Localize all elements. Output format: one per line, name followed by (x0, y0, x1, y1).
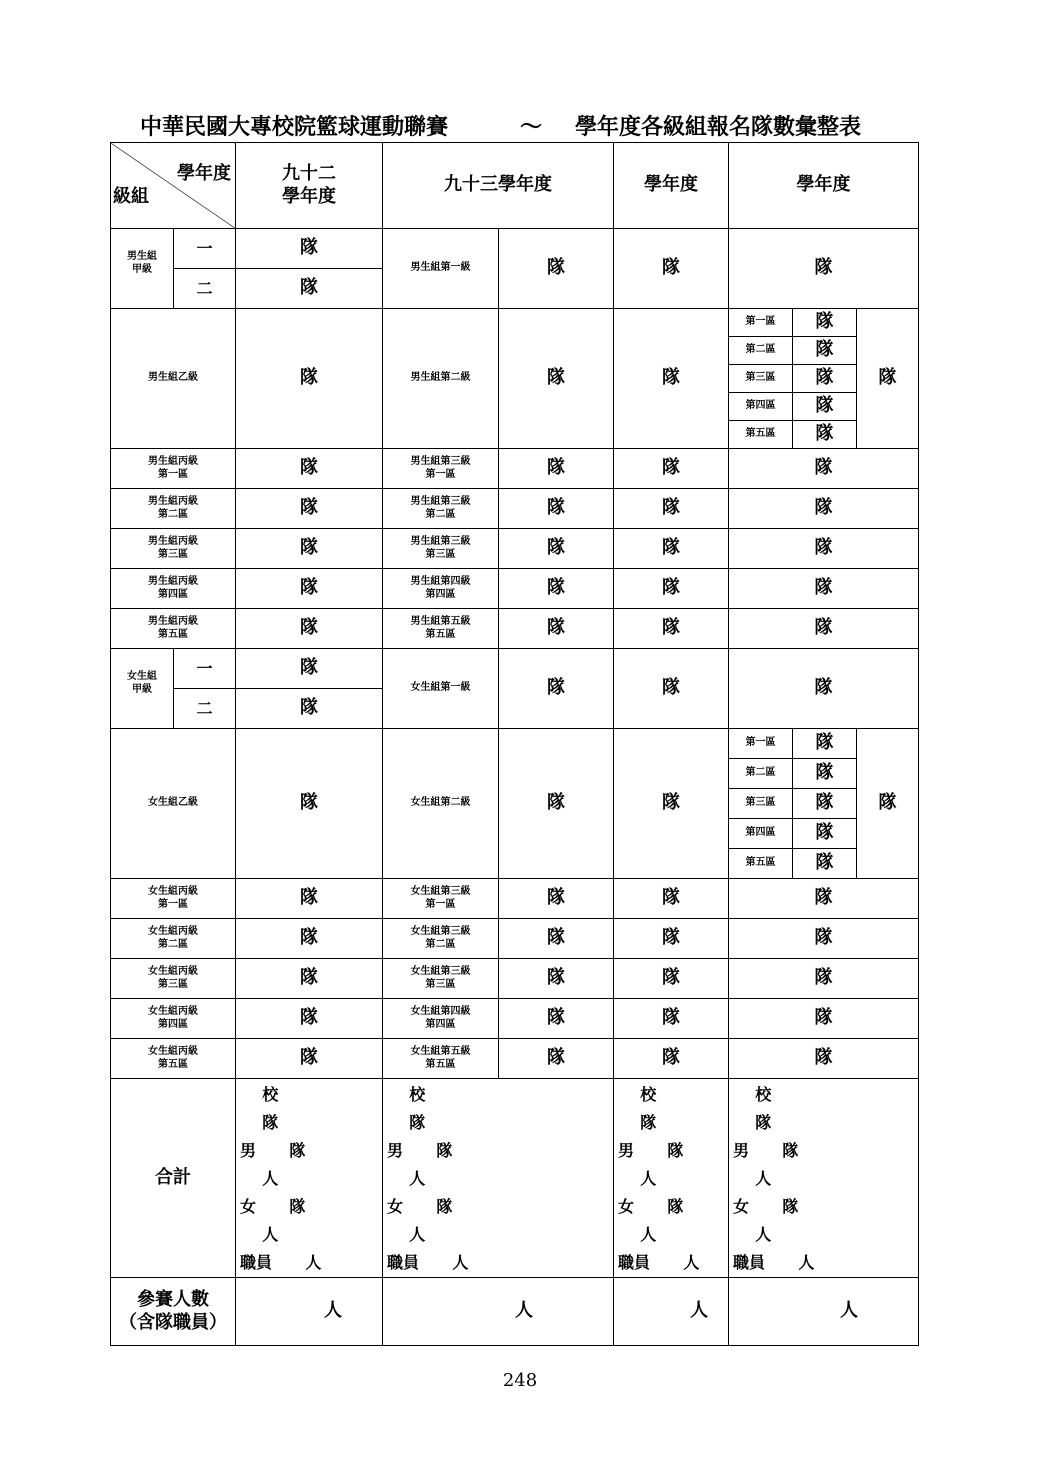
unit-cell: 隊 (499, 569, 614, 609)
unit-cell: 隊 (236, 489, 383, 529)
unit-cell: 隊 (499, 609, 614, 649)
division-one: 一 (174, 649, 236, 689)
unit-cell: 隊 (614, 309, 729, 449)
table-row (111, 729, 919, 759)
unit-cell: 隊 (614, 919, 729, 959)
unit-cell: 隊 (236, 689, 383, 729)
zone-label: 第五區 (729, 421, 793, 449)
unit-cell: 隊 (499, 729, 614, 879)
unit-cell: 隊 (236, 529, 383, 569)
totals-label: 合計 (111, 1079, 236, 1278)
table-row (111, 569, 919, 609)
group-label-93: 女生組第二級 (383, 729, 499, 879)
unit-cell: 隊 (729, 609, 919, 649)
unit-cell: 隊 (614, 879, 729, 919)
unit-cell: 隊 (499, 1039, 614, 1079)
group-label-93: 男生組第五級 第五區 (383, 609, 499, 649)
group-label: 女生組 甲級 (111, 649, 174, 729)
unit-cell: 隊 (614, 489, 729, 529)
group-label-93: 男生組第一級 (383, 229, 499, 309)
page-title (110, 110, 920, 144)
unit-cell: 隊 (729, 879, 919, 919)
header-y92: 九十二 學年度 (236, 143, 383, 229)
unit-cell: 隊 (499, 229, 614, 309)
registration-table (110, 142, 919, 1346)
table-row (111, 959, 919, 999)
participants-y93: 人 (383, 1278, 614, 1346)
table-row (111, 1079, 919, 1278)
unit-cell: 隊 (729, 529, 919, 569)
group-label-93: 女生組第三級 第一區 (383, 879, 499, 919)
group-label: 女生組丙級 第五區 (111, 1039, 236, 1079)
table-row (111, 609, 919, 649)
unit-cell: 隊 (793, 309, 857, 337)
zone-label: 第一區 (729, 729, 793, 759)
unit-cell: 隊 (614, 609, 729, 649)
group-label-93: 男生組第四級 第四區 (383, 569, 499, 609)
unit-cell: 隊 (614, 649, 729, 729)
group-label: 女生組丙級 第二區 (111, 919, 236, 959)
unit-cell: 隊 (729, 1039, 919, 1079)
group-label: 男生組乙級 (111, 309, 236, 449)
unit-cell: 隊 (729, 229, 919, 309)
unit-cell: 隊 (236, 1039, 383, 1079)
table-row (111, 529, 919, 569)
unit-cell: 隊 (236, 919, 383, 959)
unit-cell: 隊 (236, 309, 383, 449)
group-label: 女生組丙級 第四區 (111, 999, 236, 1039)
group-label-93: 女生組第四級 第四區 (383, 999, 499, 1039)
table-row (111, 143, 919, 229)
unit-cell: 隊 (236, 999, 383, 1039)
division-two: 二 (174, 269, 236, 309)
table-row (111, 229, 919, 269)
unit-cell: 隊 (793, 337, 857, 365)
unit-cell: 隊 (499, 999, 614, 1039)
unit-cell: 隊 (614, 959, 729, 999)
zone-label: 第三區 (729, 365, 793, 393)
unit-cell: 隊 (729, 489, 919, 529)
unit-cell: 隊 (614, 999, 729, 1039)
unit-cell: 隊 (236, 609, 383, 649)
division-two: 二 (174, 689, 236, 729)
unit-cell: 隊 (857, 729, 919, 879)
group-label-93: 男生組第二級 (383, 309, 499, 449)
totals-col3: 校 隊 男 隊 人 女 隊 人 職員 人 (614, 1079, 729, 1278)
unit-cell: 隊 (236, 879, 383, 919)
table-row (111, 879, 919, 919)
unit-cell: 隊 (793, 365, 857, 393)
participants-label: 參賽人數 （含隊職員） (111, 1278, 236, 1346)
unit-cell: 隊 (793, 421, 857, 449)
group-label-93: 女生組第三級 第二區 (383, 919, 499, 959)
header-col4: 學年度 (729, 143, 919, 229)
unit-cell: 隊 (793, 789, 857, 819)
group-label: 男生組 甲級 (111, 229, 174, 309)
header-col3: 學年度 (614, 143, 729, 229)
unit-cell: 隊 (499, 309, 614, 449)
unit-cell: 隊 (793, 759, 857, 789)
unit-cell: 隊 (793, 729, 857, 759)
participants-col4: 人 (729, 1278, 919, 1346)
page-number: 248 (502, 1370, 538, 1391)
table-row (111, 309, 919, 337)
unit-cell: 隊 (857, 309, 919, 449)
group-label-93: 男生組第三級 第二區 (383, 489, 499, 529)
totals-y92: 校 隊 男 隊 人 女 隊 人 職員 人 (236, 1079, 383, 1278)
group-label-93: 女生組第一級 (383, 649, 499, 729)
unit-cell: 隊 (236, 729, 383, 879)
group-label: 男生組丙級 第五區 (111, 609, 236, 649)
totals-col4: 校 隊 男 隊 人 女 隊 人 職員 人 (729, 1079, 919, 1278)
header-y93: 九十三學年度 (383, 143, 614, 229)
unit-cell: 隊 (614, 229, 729, 309)
title-suffix: 學年度各級組報名隊數彙整表 (575, 114, 862, 140)
zone-label: 第二區 (729, 759, 793, 789)
zone-label: 第二區 (729, 337, 793, 365)
unit-cell: 隊 (729, 959, 919, 999)
unit-cell: 隊 (236, 449, 383, 489)
unit-cell: 隊 (729, 569, 919, 609)
unit-cell: 隊 (614, 529, 729, 569)
header-group: 級組 (113, 185, 149, 207)
group-label: 女生組丙級 第一區 (111, 879, 236, 919)
zone-label: 第四區 (729, 819, 793, 849)
title-main: 中華民國大專校院籃球運動聯賽 (140, 114, 449, 140)
unit-cell: 隊 (729, 449, 919, 489)
unit-cell: 隊 (499, 649, 614, 729)
unit-cell: 隊 (614, 449, 729, 489)
unit-cell: 隊 (614, 1039, 729, 1079)
table-row (111, 1039, 919, 1079)
unit-cell: 隊 (236, 229, 383, 269)
unit-cell: 隊 (793, 849, 857, 879)
group-label: 男生組丙級 第三區 (111, 529, 236, 569)
group-label-93: 男生組第三級 第三區 (383, 529, 499, 569)
unit-cell: 隊 (729, 649, 919, 729)
unit-cell: 隊 (236, 269, 383, 309)
table-row (111, 649, 919, 689)
unit-cell: 隊 (499, 489, 614, 529)
unit-cell: 隊 (499, 529, 614, 569)
table-row (111, 449, 919, 489)
zone-label: 第四區 (729, 393, 793, 421)
table-row (111, 1278, 919, 1346)
group-label: 男生組丙級 第四區 (111, 569, 236, 609)
table-row (111, 999, 919, 1039)
totals-y93: 校 隊 男 隊 人 女 隊 人 職員 人 (383, 1079, 614, 1278)
table-row (111, 489, 919, 529)
participants-y92: 人 (236, 1278, 383, 1346)
unit-cell: 隊 (729, 999, 919, 1039)
table-row (111, 919, 919, 959)
zone-label: 第一區 (729, 309, 793, 337)
title-tilde: ～ (520, 114, 543, 140)
unit-cell: 隊 (499, 449, 614, 489)
header-year: 學年度 (177, 163, 231, 184)
group-label: 女生組丙級 第三區 (111, 959, 236, 999)
group-label-93: 女生組第五級 第五區 (383, 1039, 499, 1079)
unit-cell: 隊 (793, 393, 857, 421)
unit-cell: 隊 (236, 959, 383, 999)
unit-cell: 隊 (499, 959, 614, 999)
diagonal-header (111, 143, 236, 229)
group-label: 男生組丙級 第二區 (111, 489, 236, 529)
unit-cell: 隊 (236, 649, 383, 689)
zone-label: 第五區 (729, 849, 793, 879)
participants-col3: 人 (614, 1278, 729, 1346)
unit-cell: 隊 (499, 919, 614, 959)
unit-cell: 隊 (793, 819, 857, 849)
group-label-93: 男生組第三級 第一區 (383, 449, 499, 489)
group-label-93: 女生組第三級 第三區 (383, 959, 499, 999)
unit-cell: 隊 (236, 569, 383, 609)
division-one: 一 (174, 229, 236, 269)
unit-cell: 隊 (729, 919, 919, 959)
zone-label: 第三區 (729, 789, 793, 819)
unit-cell: 隊 (614, 729, 729, 879)
unit-cell: 隊 (614, 569, 729, 609)
group-label: 男生組丙級 第一區 (111, 449, 236, 489)
group-label: 女生組乙級 (111, 729, 236, 879)
unit-cell: 隊 (499, 879, 614, 919)
